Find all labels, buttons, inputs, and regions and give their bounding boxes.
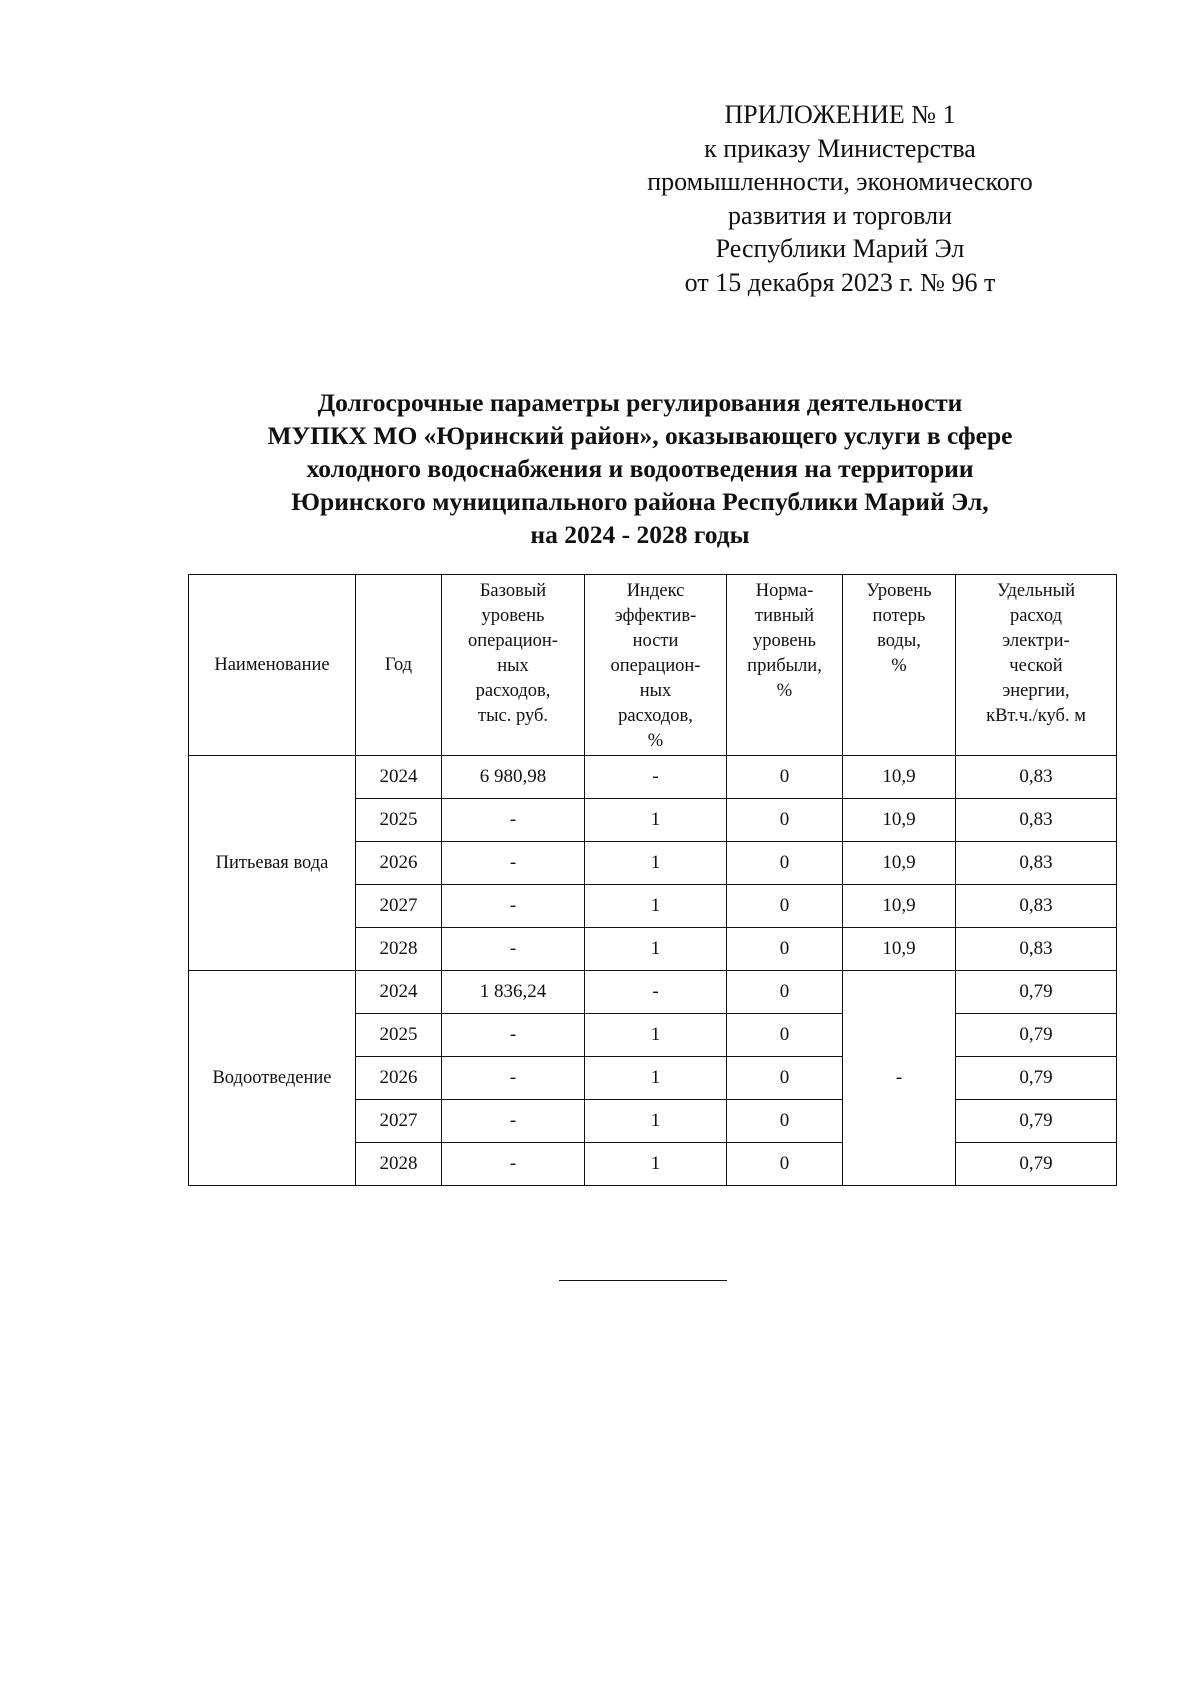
header-text (843, 575, 955, 755)
title-line: на 2024 - 2028 годы (530, 520, 750, 549)
appendix-line: к приказу Министерства (704, 133, 976, 163)
cell-energy: 0,79 (956, 1057, 1117, 1100)
cell-year: 2028 (356, 928, 442, 971)
header-line: операцион- (610, 656, 701, 676)
header-line: Удельный (996, 581, 1076, 601)
cell-base: - (442, 1057, 585, 1100)
cell-energy: 0,83 (956, 928, 1117, 971)
header-line: Индекс (626, 581, 685, 601)
appendix-line: ПРИЛОЖЕНИЕ № 1 (724, 100, 956, 129)
header-water-losses (843, 575, 956, 756)
cell-year: 2027 (356, 885, 442, 928)
header-line: ности (632, 631, 679, 651)
cell-base: - (442, 799, 585, 842)
cell-profit: 0 (727, 756, 843, 799)
cell-losses: 10,9 (843, 842, 956, 885)
cell-base: - (442, 1014, 585, 1057)
appendix-line: Республики Марий Эл (715, 234, 965, 263)
cell-profit: 0 (727, 1014, 843, 1057)
cell-profit: 0 (727, 928, 843, 971)
title-line: МУПКХ МО «Юринский район», оказывающего услуги в сфере (267, 421, 1013, 450)
cell-losses: 10,9 (843, 928, 956, 971)
cell-energy: 0,79 (956, 1143, 1117, 1186)
cell-index: - (585, 756, 727, 799)
cell-base: - (442, 928, 585, 971)
header-line: уровень (481, 606, 545, 626)
cell-base: - (442, 885, 585, 928)
parameters-table (188, 574, 1117, 1186)
header-efficiency-index (585, 575, 727, 756)
appendix-block (600, 98, 1080, 299)
header-name (189, 575, 356, 756)
header-line: % (647, 731, 664, 751)
header-line: Уровень (866, 581, 932, 601)
table-row (189, 756, 1117, 799)
header-line: ческой (1009, 656, 1063, 676)
cell-profit: 0 (727, 971, 843, 1014)
header-line: тыс. руб. (477, 706, 549, 726)
header-line: энергии, (1002, 681, 1070, 701)
title-line: Юринского муниципального района Республики Марий Эл, (291, 487, 989, 516)
cell-base: 6 980,98 (442, 756, 585, 799)
table-row (189, 971, 1117, 1014)
header-line: операцион- (468, 631, 558, 651)
cell-energy: 0,79 (956, 1100, 1117, 1143)
header-line: уровень (753, 631, 816, 651)
title-line: Долгосрочные параметры регулирования деятельности (317, 388, 963, 417)
cell-energy: 0,83 (956, 885, 1117, 928)
cell-base: - (442, 1143, 585, 1186)
cell-index: 1 (585, 799, 727, 842)
cell-profit: 0 (727, 799, 843, 842)
closing-rule (559, 1280, 727, 1281)
table-header-row (189, 575, 1117, 756)
header-line: расходов, (475, 681, 551, 701)
header-line: ных (497, 656, 529, 676)
header-line: Норма- (755, 581, 814, 601)
header-line: % (776, 681, 793, 701)
header-text (956, 575, 1116, 755)
cell-index: 1 (585, 885, 727, 928)
header-text (189, 649, 355, 682)
cell-index: 1 (585, 928, 727, 971)
cell-losses: 10,9 (843, 885, 956, 928)
cell-base: - (442, 842, 585, 885)
group-name-drinking-water: Питьевая вода (189, 756, 356, 971)
header-line: % (891, 656, 907, 676)
header-energy-consumption (956, 575, 1117, 756)
title-line: холодного водоснабжения и водоотведения на территории (306, 454, 974, 483)
header-line: расход (1009, 606, 1063, 626)
cell-profit: 0 (727, 1057, 843, 1100)
appendix-line: промышленности, экономического (647, 167, 1033, 196)
cell-losses-merged: - (843, 971, 956, 1186)
cell-losses: 10,9 (843, 799, 956, 842)
cell-year: 2025 (356, 1014, 442, 1057)
document-title (180, 386, 1100, 551)
header-line: ных (639, 681, 672, 701)
cell-year: 2024 (356, 756, 442, 799)
header-line: Год (384, 654, 413, 675)
cell-year: 2026 (356, 1057, 442, 1100)
header-line: воды, (877, 631, 921, 651)
header-line: эффектив- (614, 606, 697, 626)
header-base-opex (442, 575, 585, 756)
cell-index: 1 (585, 1057, 727, 1100)
cell-base: - (442, 1100, 585, 1143)
header-line: тивный (755, 606, 814, 626)
cell-index: 1 (585, 1100, 727, 1143)
header-text (442, 575, 584, 755)
cell-year: 2028 (356, 1143, 442, 1186)
cell-energy: 0,83 (956, 799, 1117, 842)
cell-index: 1 (585, 842, 727, 885)
cell-index: 1 (585, 1014, 727, 1057)
cell-index: 1 (585, 1143, 727, 1186)
header-line: потерь (872, 606, 926, 626)
group-name-wastewater: Водоотведение (189, 971, 356, 1186)
cell-profit: 0 (727, 1100, 843, 1143)
cell-energy: 0,83 (956, 842, 1117, 885)
header-line: кВт.ч./куб. м (986, 706, 1086, 726)
cell-energy: 0,79 (956, 1014, 1117, 1057)
cell-energy: 0,79 (956, 971, 1117, 1014)
cell-losses: 10,9 (843, 756, 956, 799)
header-text (727, 575, 842, 755)
cell-index: - (585, 971, 727, 1014)
cell-energy: 0,83 (956, 756, 1117, 799)
cell-year: 2026 (356, 842, 442, 885)
header-text (585, 575, 726, 755)
cell-year: 2024 (356, 971, 442, 1014)
header-text (356, 649, 441, 682)
cell-profit: 0 (727, 1143, 843, 1186)
cell-profit: 0 (727, 885, 843, 928)
header-line: электри- (1002, 631, 1070, 651)
header-profit-level (727, 575, 843, 756)
cell-base: 1 836,24 (442, 971, 585, 1014)
cell-year: 2027 (356, 1100, 442, 1143)
appendix-line: от 15 декабря 2023 г. № 96 т (684, 267, 996, 297)
cell-profit: 0 (727, 842, 843, 885)
header-year (356, 575, 442, 756)
header-line: расходов, (618, 706, 693, 726)
header-line: Базовый (479, 581, 547, 601)
header-line: прибыли, (747, 656, 822, 676)
header-line: Наименование (214, 654, 330, 675)
appendix-line: развития и торговли (727, 200, 952, 230)
cell-year: 2025 (356, 799, 442, 842)
